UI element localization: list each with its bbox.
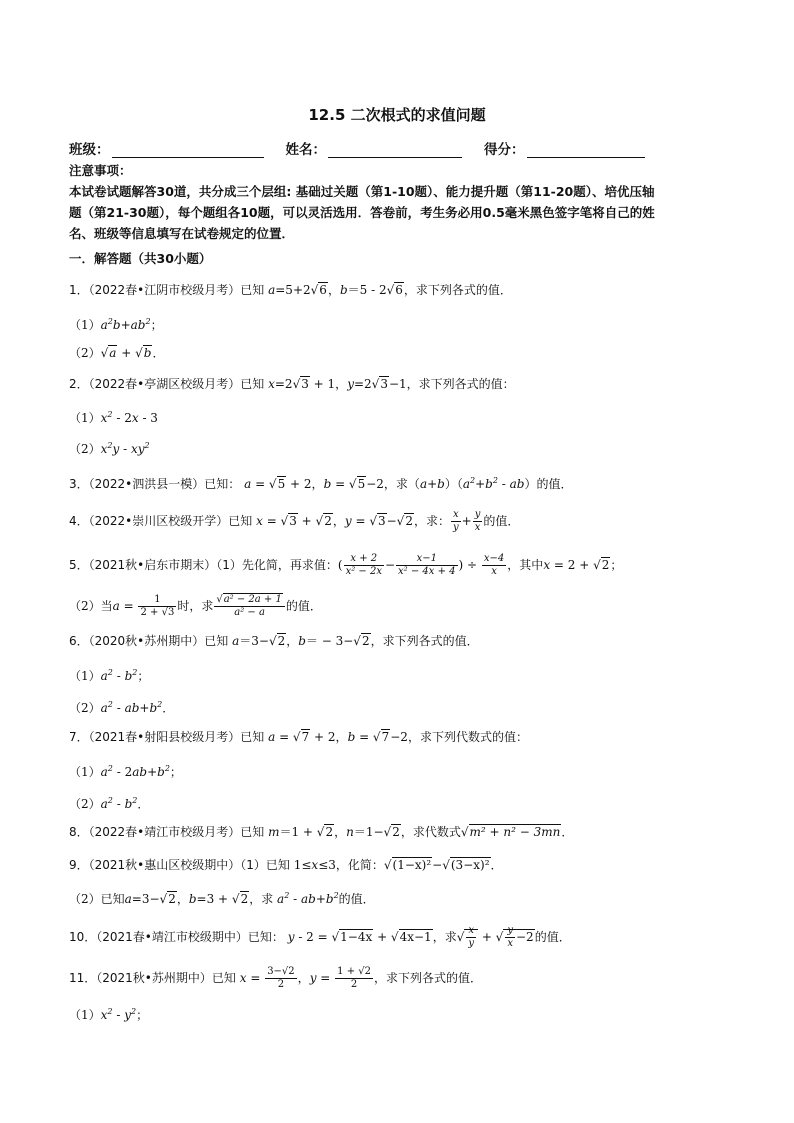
question-3: 3．（2022•泗洪县一模）已知： a = √5 + 2，b = √5−2，求$(a+b)(a^2+b^2 - ab)$的值． [69, 476, 573, 491]
question-7: 7．（2021春•射阳县校级月考）已知 a = √7 + 2，b = √7−2，求下列代数式的值： [69, 730, 528, 744]
class-blank-line[interactable] [112, 143, 264, 158]
notice-line: 名、班级等信息填写在试卷规定的位置． [69, 226, 295, 241]
question-6-part-1: $(1)a^2 - b^2$； [69, 668, 150, 683]
question-2-part-2: $(2)x^2y - xy^2$ [69, 441, 150, 456]
class-label: 班级： [69, 142, 110, 158]
question-5: 5．（2021秋•启东市期末）（1）先化简，再求值：( $\frac{x + 2}{\text{x² − 2x}}$ − $\frac{x-1}{\text{x² − 4x + 4}}$ ) ÷ $\frac{x-4}{x}$ ，其中x = 2 + √2； [69, 553, 623, 577]
score-label: 得分： [484, 142, 525, 158]
student-info-fields [69, 138, 709, 158]
name-label: 姓名： [285, 142, 326, 158]
notice-line: 本试卷试题解答30道，共分成三个层组: 基础过关题（第1-10题）、能力提升题（第11-20题）、培优压轴 [69, 184, 655, 199]
question-6-part-2: $(2)a^2 - ab+b^2$． [69, 700, 175, 715]
class-field[interactable] [69, 138, 264, 158]
score-blank-line[interactable] [527, 143, 645, 158]
notice-block [69, 160, 729, 244]
section-title: 一．解答题（共30小题） [69, 251, 212, 266]
question-1: 1．（2022春•江阴市校级月考）已知 a=5+2√6，b＝5 - 2√6，求下列各式的值． [69, 283, 512, 297]
question-2-part-1: $(1)x^2 - 2x - 3$ [69, 410, 158, 425]
question-6: 6．（2020秋•苏州期中）已知 a＝3−√2，b＝ − 3−√2，求下列各式的值． [69, 634, 479, 648]
question-10: 10．（2021春•靖江市校级期中）已知： y - 2 = √1−4x + √4x−1，求√ $\frac{x}{y}$ + √ $\frac{y}{x}$ −2的值． [69, 925, 571, 949]
question-1-part-2: （2）√a + √b． [69, 346, 165, 360]
score-field[interactable] [484, 138, 645, 158]
question-9: 9．（2021秋•惠山区校级期中）（1）已知 1≤x≤3，化简：√(1−x)²−√(3−x)²． [69, 858, 503, 872]
question-9-part-2: （2）已知a=3−√2，b=3 + √2，求 $a^2 - ab+b^2$的值． [69, 891, 375, 906]
question-5-part-2: （2）当a = $\frac{1}{2 + √3}$ 时，求 $\frac{\text{√a² − 2a + 1}}{\text{a² − a}}$ 的值． [69, 594, 322, 618]
question-2: 2．（2022春•亭湖区校级月考）已知 x=2√3 + 1，y=2√3−1，求下列各式的值： [69, 377, 515, 391]
question-11-part-1: $(1)x^2 - y^2$； [69, 1007, 149, 1022]
question-1-part-1: $(1)a^2b+ab^2$； [69, 317, 163, 332]
page-title: 12.5 二次根式的求值问题 [308, 106, 486, 124]
name-blank-line[interactable] [328, 143, 462, 158]
question-11: 11．（2021秋•苏州期中）已知 x = $\frac{3-√2}{2}$ ，y = $\frac{1 + √2}{2}$ ，求下列各式的值． [69, 966, 483, 990]
notice-line: 题（第21-30题），每个题组各10题，可以灵活选用．答卷前，考生务必用0.5毫米黑色签字笔将自己的姓 [69, 205, 655, 220]
name-field[interactable] [286, 138, 463, 158]
question-4: 4．（2022•崇川区校级开学）已知 x = √3 + √2，y = √3−√2，求： $\frac{x}{y}$ + $\frac{y}{x}$ 的值． [69, 509, 520, 533]
question-7-part-1: $(1)a^2 - 2ab+b^2$； [69, 764, 182, 779]
question-8: 8．（2022春•靖江市校级月考）已知 m＝1 + √2，n＝1−√2，求代数式√m² + n² − 3mn． [69, 825, 574, 839]
notice-title: 注意事项： [69, 163, 132, 178]
question-7-part-2: $(2)a^2 - b^2$． [69, 796, 150, 811]
